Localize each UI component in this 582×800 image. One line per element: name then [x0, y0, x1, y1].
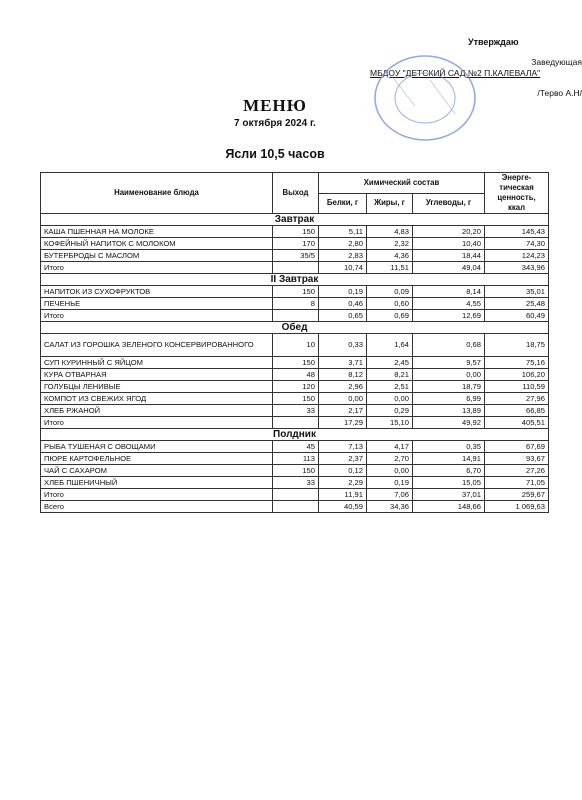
dish-yield: 120 — [273, 381, 319, 393]
dish-carbs: 13,89 — [413, 405, 485, 417]
dish-carbs: 9,57 — [413, 357, 485, 369]
dish-energy: 25,48 — [485, 298, 549, 310]
header-chemical-composition: Химический состав — [319, 173, 485, 194]
dish-fat: 0,09 — [367, 286, 413, 298]
total-label: Итого — [41, 262, 273, 274]
total-carbs: 37,01 — [413, 489, 485, 501]
dish-yield: 45 — [273, 441, 319, 453]
dish-energy: 18,75 — [485, 334, 549, 357]
grand-total-row — [41, 501, 549, 513]
dish-row — [41, 226, 549, 238]
total-label: Итого — [41, 417, 273, 429]
dish-fat: 2,32 — [367, 238, 413, 250]
total-row — [41, 310, 549, 322]
dish-name: КУРА ОТВАРНАЯ — [41, 369, 273, 381]
total-yield-empty — [273, 489, 319, 501]
total-protein: 17,29 — [319, 417, 367, 429]
dish-name: НАПИТОК ИЗ СУХОФРУКТОВ — [41, 286, 273, 298]
dish-row — [41, 381, 549, 393]
dish-yield: 150 — [273, 286, 319, 298]
dish-protein: 7,13 — [319, 441, 367, 453]
dish-name: КОМПОТ ИЗ СВЕЖИХ ЯГОД — [41, 393, 273, 405]
dish-energy: 67,69 — [485, 441, 549, 453]
total-protein: 10,74 — [319, 262, 367, 274]
total-protein: 0,65 — [319, 310, 367, 322]
section-title: Завтрак — [41, 214, 549, 226]
dish-row — [41, 405, 549, 417]
dish-protein: 2,17 — [319, 405, 367, 417]
dish-protein: 0,46 — [319, 298, 367, 310]
header-carbs: Углеводы, г — [413, 193, 485, 214]
dish-yield: 33 — [273, 477, 319, 489]
approval-position: Заведующая — [531, 57, 582, 67]
header-energy: Энерге-тическая ценность, ккал — [485, 173, 549, 214]
dish-fat: 2,45 — [367, 357, 413, 369]
header-dish-name: Наименование блюда — [41, 173, 273, 214]
dish-fat: 1,64 — [367, 334, 413, 357]
dish-protein: 3,71 — [319, 357, 367, 369]
total-fat: 15,10 — [367, 417, 413, 429]
dish-fat: 0,00 — [367, 465, 413, 477]
section-row — [41, 274, 549, 286]
menu-table — [40, 172, 549, 513]
total-row — [41, 262, 549, 274]
dish-yield: 35/5 — [273, 250, 319, 262]
total-yield-empty — [273, 262, 319, 274]
total-yield-empty — [273, 417, 319, 429]
dish-yield: 113 — [273, 453, 319, 465]
dish-protein: 2,29 — [319, 477, 367, 489]
dish-fat: 4,17 — [367, 441, 413, 453]
dish-row — [41, 441, 549, 453]
dish-yield: 8 — [273, 298, 319, 310]
dish-row — [41, 334, 549, 357]
dish-carbs: 20,20 — [413, 226, 485, 238]
total-carbs: 49,04 — [413, 262, 485, 274]
section-title: II Завтрак — [41, 274, 549, 286]
dish-row — [41, 465, 549, 477]
total-row — [41, 489, 549, 501]
total-carbs: 49,92 — [413, 417, 485, 429]
grand-total-carbs: 148,66 — [413, 501, 485, 513]
dish-name: БУТЕРБРОДЫ С МАСЛОМ — [41, 250, 273, 262]
section-row — [41, 214, 549, 226]
header-protein: Белки, г — [319, 193, 367, 214]
dish-carbs: 8,14 — [413, 286, 485, 298]
dish-protein: 0,12 — [319, 465, 367, 477]
total-row — [41, 417, 549, 429]
dish-fat: 0,00 — [367, 393, 413, 405]
dish-protein: 5,11 — [319, 226, 367, 238]
dish-name: СУП КУРИННЫЙ С ЯЙЦОМ — [41, 357, 273, 369]
dish-yield: 150 — [273, 226, 319, 238]
grand-total-yield-empty — [273, 501, 319, 513]
total-label: Итого — [41, 489, 273, 501]
dish-energy: 145,43 — [485, 226, 549, 238]
dish-carbs: 4,55 — [413, 298, 485, 310]
section-title: Обед — [41, 322, 549, 334]
dish-name: ХЛЕБ РЖАНОЙ — [41, 405, 273, 417]
dish-protein: 0,19 — [319, 286, 367, 298]
dish-carbs: 6,99 — [413, 393, 485, 405]
total-carbs: 12,69 — [413, 310, 485, 322]
dish-protein: 0,33 — [319, 334, 367, 357]
approval-signature: /Терво А.Н/ — [537, 88, 582, 98]
dish-yield: 150 — [273, 393, 319, 405]
dish-yield: 150 — [273, 357, 319, 369]
total-energy: 405,51 — [485, 417, 549, 429]
total-fat: 7,06 — [367, 489, 413, 501]
dish-fat: 4,83 — [367, 226, 413, 238]
dish-fat: 2,70 — [367, 453, 413, 465]
dish-protein: 2,96 — [319, 381, 367, 393]
dish-energy: 124,23 — [485, 250, 549, 262]
dish-row — [41, 286, 549, 298]
dish-fat: 2,51 — [367, 381, 413, 393]
dish-yield: 150 — [273, 465, 319, 477]
dish-carbs: 0,68 — [413, 334, 485, 357]
dish-row — [41, 369, 549, 381]
dish-fat: 8,21 — [367, 369, 413, 381]
dish-name: ПЕЧЕНЬЕ — [41, 298, 273, 310]
total-label: Итого — [41, 310, 273, 322]
dish-row — [41, 453, 549, 465]
dish-yield: 33 — [273, 405, 319, 417]
total-fat: 0,69 — [367, 310, 413, 322]
group-name: Ясли 10,5 часов — [225, 147, 325, 161]
dish-protein: 0,00 — [319, 393, 367, 405]
dish-yield: 48 — [273, 369, 319, 381]
dish-row — [41, 477, 549, 489]
dish-row — [41, 298, 549, 310]
dish-name: ПЮРЕ КАРТОФЕЛЬНОЕ — [41, 453, 273, 465]
dish-fat: 0,19 — [367, 477, 413, 489]
dish-name: КАША ПШЕННАЯ НА МОЛОКЕ — [41, 226, 273, 238]
header-yield: Выход — [273, 173, 319, 214]
approval-organization: МБДОУ "ДЕТСКИЙ САД №2 П.КАЛЕВАЛА" — [370, 68, 541, 78]
dish-protein: 2,37 — [319, 453, 367, 465]
dish-name: КОФЕЙНЫЙ НАПИТОК С МОЛОКОМ — [41, 238, 273, 250]
dish-carbs: 6,70 — [413, 465, 485, 477]
total-energy: 60,49 — [485, 310, 549, 322]
dish-name: ГОЛУБЦЫ ЛЕНИВЫЕ — [41, 381, 273, 393]
grand-total-protein: 40,59 — [319, 501, 367, 513]
dish-energy: 71,05 — [485, 477, 549, 489]
dish-energy: 75,16 — [485, 357, 549, 369]
dish-energy: 110,59 — [485, 381, 549, 393]
dish-energy: 106,20 — [485, 369, 549, 381]
dish-energy: 27,96 — [485, 393, 549, 405]
header-fat: Жиры, г — [367, 193, 413, 214]
section-row — [41, 429, 549, 441]
dish-fat: 0,60 — [367, 298, 413, 310]
dish-fat: 4,36 — [367, 250, 413, 262]
dish-protein: 2,83 — [319, 250, 367, 262]
dish-carbs: 18,44 — [413, 250, 485, 262]
dish-carbs: 18,79 — [413, 381, 485, 393]
total-yield-empty — [273, 310, 319, 322]
dish-carbs: 15,05 — [413, 477, 485, 489]
dish-carbs: 10,40 — [413, 238, 485, 250]
total-fat: 11,51 — [367, 262, 413, 274]
dish-yield: 170 — [273, 238, 319, 250]
total-energy: 343,96 — [485, 262, 549, 274]
dish-energy: 74,30 — [485, 238, 549, 250]
dish-row — [41, 357, 549, 369]
dish-protein: 8,12 — [319, 369, 367, 381]
dish-energy: 93,67 — [485, 453, 549, 465]
approval-title: Утверждаю — [468, 37, 519, 47]
page-title: МЕНЮ — [243, 96, 307, 115]
dish-name: ЧАЙ С САХАРОМ — [41, 465, 273, 477]
dish-name: ХЛЕБ ПШЕНИЧНЫЙ — [41, 477, 273, 489]
dish-yield: 10 — [273, 334, 319, 357]
dish-carbs: 14,91 — [413, 453, 485, 465]
grand-total-energy: 1 069,63 — [485, 501, 549, 513]
menu-date: 7 октября 2024 г. — [234, 118, 316, 129]
dish-name: РЫБА ТУШЕНАЯ С ОВОЩАМИ — [41, 441, 273, 453]
dish-row — [41, 250, 549, 262]
section-title: Полдник — [41, 429, 549, 441]
dish-energy: 66,85 — [485, 405, 549, 417]
dish-row — [41, 238, 549, 250]
total-energy: 259,67 — [485, 489, 549, 501]
grand-total-fat: 34,36 — [367, 501, 413, 513]
dish-row — [41, 393, 549, 405]
dish-carbs: 0,35 — [413, 441, 485, 453]
section-row — [41, 322, 549, 334]
dish-energy: 27,26 — [485, 465, 549, 477]
total-protein: 11,91 — [319, 489, 367, 501]
dish-fat: 0,29 — [367, 405, 413, 417]
dish-carbs: 0,00 — [413, 369, 485, 381]
grand-total-label: Всего — [41, 501, 273, 513]
menu-body — [41, 214, 549, 513]
dish-name: САЛАТ ИЗ ГОРОШКА ЗЕЛЕНОГО КОНСЕРВИРОВАННОГО — [41, 334, 273, 357]
dish-energy: 35,01 — [485, 286, 549, 298]
dish-protein: 2,80 — [319, 238, 367, 250]
